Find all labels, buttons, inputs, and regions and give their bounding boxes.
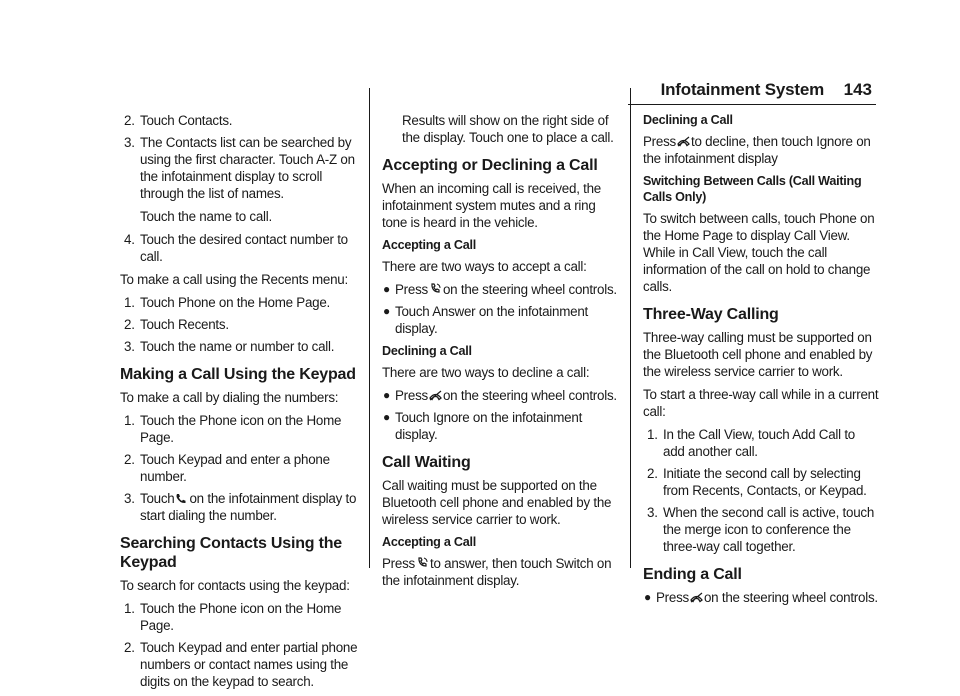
bullet-icon: ● (383, 388, 390, 402)
keypad-steps (120, 412, 360, 524)
recents-steps (120, 294, 360, 355)
list-item: 1. In the Call View, touch Add Call to add another call. (647, 427, 855, 459)
ending-bullets (643, 589, 879, 606)
list-item: 1. Touch Phone on the Home Page. (124, 295, 331, 310)
page-number: 143 (843, 80, 872, 99)
search-intro: To search for contacts using the keypad: (120, 578, 350, 593)
handset-icon (175, 491, 187, 502)
phone-answer-icon (429, 282, 441, 293)
list-item: 3. Touch on the infotainment display to start dialing the number. (124, 491, 357, 523)
decline-ways: There are two ways to decline a call: (382, 365, 590, 380)
list-item: 3. The Contacts list can be searched by using the first character. Touch A-Z on the infotainment display to scroll through the list of names. (124, 135, 355, 201)
waiting-press-text: Press to answer, then touch Switch on the infotainment display. (382, 556, 612, 588)
list-item: ● Touch Answer on the infotainment display. (383, 304, 588, 336)
three-way-steps (643, 426, 879, 555)
three-way-intro: To start a three-way call while in a current call: (643, 387, 879, 419)
header-rule (628, 104, 876, 105)
ending-heading: Ending a Call (643, 566, 742, 583)
phone-answer-icon (416, 556, 428, 567)
phone-hangup-icon (677, 134, 689, 145)
list-item: ● Touch Ignore on the infotainment display. (383, 410, 583, 442)
recents-intro: To make a call using the Recents menu: (120, 272, 348, 287)
page-header (628, 80, 876, 110)
keypad-intro: To make a call by dialing the numbers: (120, 390, 339, 405)
decline-bullets (382, 387, 618, 443)
phone-hangup-icon (690, 590, 702, 601)
contacts-steps (120, 112, 360, 202)
declining-subheading: Declining a Call (643, 113, 733, 127)
search-steps (120, 600, 360, 690)
accept-decline-heading: Accepting or Declining a Call (382, 157, 598, 174)
list-item: 2. Touch Keypad and enter partial phone numbers or contact names using the digits on the keypad to search. (124, 640, 358, 689)
accepting-subheading: Accepting a Call (382, 238, 476, 252)
list-item: 2. Touch Contacts. (124, 113, 233, 128)
bullet-icon: ● (383, 304, 390, 318)
column-divider (630, 88, 631, 568)
list-item: 3. When the second call is active, touch the merge icon to conference the three-way call together. (647, 505, 875, 554)
accept-bullets (382, 281, 618, 337)
declining-subheading: Declining a Call (382, 344, 472, 358)
list-item: 2. Touch Keypad and enter a phone number. (124, 452, 330, 484)
call-waiting-heading: Call Waiting (382, 454, 471, 471)
call-waiting-text: Call waiting must be supported on the Bluetooth cell phone and enabled by the wireless service carrier to work. (382, 478, 612, 527)
bullet-icon: ● (383, 282, 390, 296)
incoming-call-text: When an incoming call is received, the infotainment system mutes and a ring tone is heard in the vehicle. (382, 181, 601, 230)
results-note: Results will show on the right side of the display. Touch one to place a call. (402, 113, 614, 145)
bullet-icon: ● (383, 410, 390, 424)
three-way-text: Three-way calling must be supported on the Bluetooth cell phone and enabled by the wireless service carrier to work. (643, 330, 873, 379)
phone-hangup-icon (429, 388, 441, 399)
column-right (643, 112, 879, 612)
list-item: 4. Touch the desired contact number to call. (124, 232, 348, 264)
keypad-heading: Making a Call Using the Keypad (120, 366, 356, 383)
list-item: 2. Touch Recents. (124, 317, 229, 332)
list-item: 2. Initiate the second call by selecting from Recents, Contacts, or Keypad. (647, 466, 867, 498)
column-middle (382, 112, 618, 595)
list-item: ● Press on the steering wheel controls. (644, 590, 878, 605)
section-title: Infotainment System (660, 80, 824, 99)
bullet-icon: ● (644, 590, 651, 604)
accept-ways: There are two ways to accept a call: (382, 259, 587, 274)
list-item: 1. Touch the Phone icon on the Home Page. (124, 413, 342, 445)
list-item: 1. Touch the Phone icon on the Home Page. (124, 601, 342, 633)
contacts-steps-cont (120, 231, 360, 265)
list-item: 3. Touch the name or number to call. (124, 339, 335, 354)
list-item: ● Press on the steering wheel controls. (383, 388, 617, 403)
step-note: Touch the name to call. (140, 209, 272, 224)
waiting-accept-subheading: Accepting a Call (382, 535, 476, 549)
switching-text: To switch between calls, touch Phone on the Home Page to display Call View. While in Call View, touch the call information of the call on hold to change calls. (643, 211, 875, 294)
search-heading: Searching Contacts Using the Keypad (120, 535, 342, 571)
switching-subheading: Switching Between Calls (Call Waiting Calls Only) (643, 174, 862, 204)
list-item: ● Press on the steering wheel controls. (383, 282, 617, 297)
three-way-heading: Three-Way Calling (643, 306, 779, 323)
column-left (120, 112, 360, 696)
decline-press-text: Press to decline, then touch Ignore on the infotainment display (643, 134, 871, 166)
column-divider (369, 88, 370, 568)
